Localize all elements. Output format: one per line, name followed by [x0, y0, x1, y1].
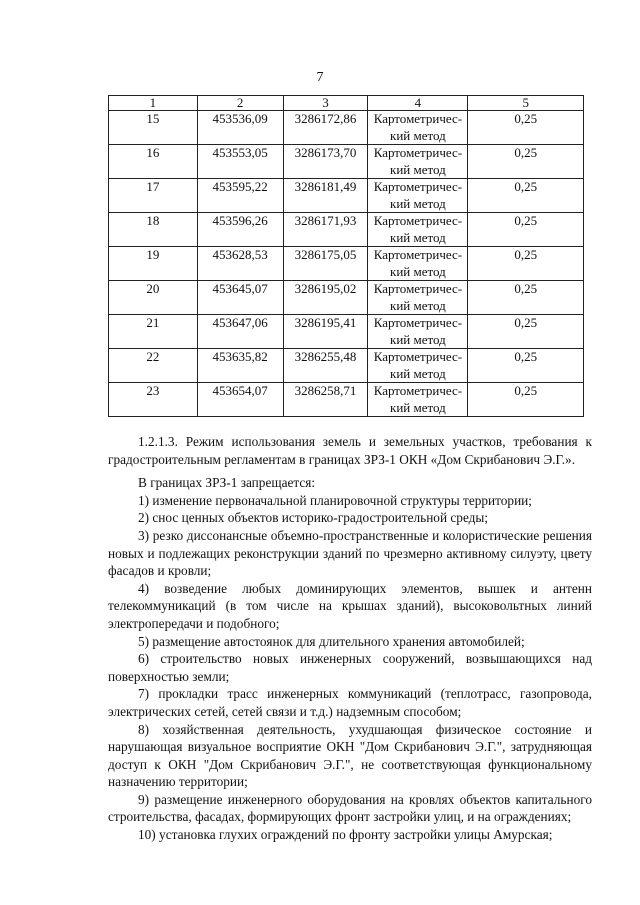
method-cell	[368, 315, 468, 349]
error-cell: 0,25	[468, 247, 584, 281]
x-coordinate-cell: 453628,53	[197, 247, 283, 281]
column-header: 2	[197, 96, 283, 111]
method-cell	[368, 349, 468, 383]
y-coordinate-cell: 3286175,05	[283, 247, 368, 281]
table-row	[109, 179, 584, 213]
list-item: 9) размещение инженерного оборудования на кровлях объектов капитального строительства, фасадах, формирующих фронт застройки улиц, и на ограждениях;	[108, 791, 592, 825]
point-number-cell: 21	[109, 315, 198, 349]
method-line: Картометричес-	[373, 111, 463, 126]
method-line: кий метод	[390, 195, 446, 211]
error-cell: 0,25	[468, 315, 584, 349]
method-cell	[368, 179, 468, 213]
y-coordinate-cell: 3286173,70	[283, 145, 368, 179]
x-coordinate-cell: 453536,09	[197, 111, 283, 145]
point-number-cell: 16	[109, 145, 198, 179]
list-item: 5) размещение автостоянок для длительного хранения автомобилей;	[138, 633, 525, 649]
column-header: 4	[368, 96, 468, 111]
method-cell	[368, 281, 468, 315]
y-coordinate-cell: 3286181,49	[283, 179, 368, 213]
point-number-cell: 19	[109, 247, 198, 281]
method-line: Картометричес-	[373, 349, 463, 364]
column-header: 1	[109, 96, 198, 111]
table-row	[109, 247, 584, 281]
y-coordinate-cell: 3286171,93	[283, 213, 368, 247]
x-coordinate-cell: 453645,07	[197, 281, 283, 315]
point-number-cell: 20	[109, 281, 198, 315]
y-coordinate-cell: 3286258,71	[283, 383, 368, 417]
table-row	[109, 349, 584, 383]
list-item: 3) резко диссонансные объемно-пространственные и колористические решения новых и подлежащих реконструкции зданий по чрезмерно активному силуэту, цвету фасадов и кровли;	[108, 527, 592, 579]
table-body	[109, 111, 584, 417]
error-cell: 0,25	[468, 281, 584, 315]
x-coordinate-cell: 453647,06	[197, 315, 283, 349]
method-line: Картометричес-	[373, 213, 463, 228]
method-line: Картометричес-	[373, 179, 463, 194]
y-coordinate-cell: 3286172,86	[283, 111, 368, 145]
table-header-row	[109, 96, 584, 111]
method-line: кий метод	[390, 365, 446, 381]
y-coordinate-cell: 3286195,41	[283, 315, 368, 349]
table-row	[109, 315, 584, 349]
list-item: 4) возведение любых доминирующих элементов, вышек и антенн телекоммуникаций (в том числе на крышах зданий), высоковольтных линий электропередачи и подобного;	[108, 580, 592, 631]
table-row	[109, 145, 584, 179]
list-item: 2) снос ценных объектов историко-градостроительной среды;	[138, 510, 489, 526]
method-line: Картометричес-	[373, 145, 463, 160]
error-cell: 0,25	[468, 111, 584, 145]
coordinates-table	[108, 95, 584, 417]
method-cell	[368, 213, 468, 247]
table-row	[109, 281, 584, 315]
point-number-cell: 18	[109, 213, 198, 247]
list-item: 10) установка глухих ограждений по фронту застройки улицы Амурская;	[138, 827, 553, 843]
method-cell	[368, 111, 468, 145]
method-cell	[368, 247, 468, 281]
method-line: Картометричес-	[373, 247, 463, 262]
method-line: кий метод	[390, 297, 446, 313]
table-row	[109, 213, 584, 247]
method-line: кий метод	[390, 161, 446, 177]
prohibitions-list	[108, 492, 592, 844]
y-coordinate-cell: 3286195,02	[283, 281, 368, 315]
document-text	[108, 427, 592, 844]
method-line: Картометричес-	[373, 315, 463, 330]
point-number-cell: 23	[109, 383, 198, 417]
x-coordinate-cell: 453635,82	[197, 349, 283, 383]
list-item: 8) хозяйственная деятельность, ухудшающая физическое состояние и нарушающая визуальное восприятие ОКН "Дом Скрибанович Э.Г.", затрудняющая доступ к ОКН "Дом Скрибанович Э.Г.", не соответствующая функциональному назначению территории;	[108, 721, 592, 790]
column-header: 5	[468, 96, 584, 111]
y-coordinate-cell: 3286255,48	[283, 349, 368, 383]
error-cell: 0,25	[468, 213, 584, 247]
point-number-cell: 22	[109, 349, 198, 383]
error-cell: 0,25	[468, 349, 584, 383]
method-line: кий метод	[390, 263, 446, 279]
method-line: Картометричес-	[373, 281, 463, 296]
list-item: 6) строительство новых инженерных сооружений, возвышающихся над поверхностью земли;	[108, 651, 592, 684]
x-coordinate-cell: 453553,05	[197, 145, 283, 179]
error-cell: 0,25	[468, 145, 584, 179]
method-line: кий метод	[390, 399, 446, 415]
method-line: кий метод	[390, 331, 446, 347]
list-item: 7) прокладки трасс инженерных коммуникаций (теплотрасс, газопровода, электрических сетей, сетей связи и т.д.) надземным способом;	[108, 686, 592, 719]
method-line: кий метод	[390, 127, 446, 143]
intro-paragraph: В границах ЗРЗ-1 запрещается:	[138, 475, 316, 491]
column-header: 3	[283, 96, 368, 111]
method-cell	[368, 145, 468, 179]
point-number-cell: 15	[109, 111, 198, 145]
table-row	[109, 111, 584, 145]
list-item: 1) изменение первоначальной планировочной структуры территории;	[138, 492, 532, 508]
page-number: 7	[316, 70, 324, 85]
method-line: Картометричес-	[373, 383, 463, 398]
x-coordinate-cell: 453596,26	[197, 213, 283, 247]
table-row	[109, 383, 584, 417]
method-line: кий метод	[390, 229, 446, 245]
method-cell	[368, 383, 468, 417]
x-coordinate-cell: 453595,22	[197, 179, 283, 213]
section-heading: 1.2.1.3. Режим использования земель и земельных участков, требования к градостроительным регламентам в границах ЗРЗ-1 ОКН «Дом Скрибанович Э.Г.».	[108, 434, 592, 467]
point-number-cell: 17	[109, 179, 198, 213]
x-coordinate-cell: 453654,07	[197, 383, 283, 417]
error-cell: 0,25	[468, 383, 584, 417]
error-cell: 0,25	[468, 179, 584, 213]
